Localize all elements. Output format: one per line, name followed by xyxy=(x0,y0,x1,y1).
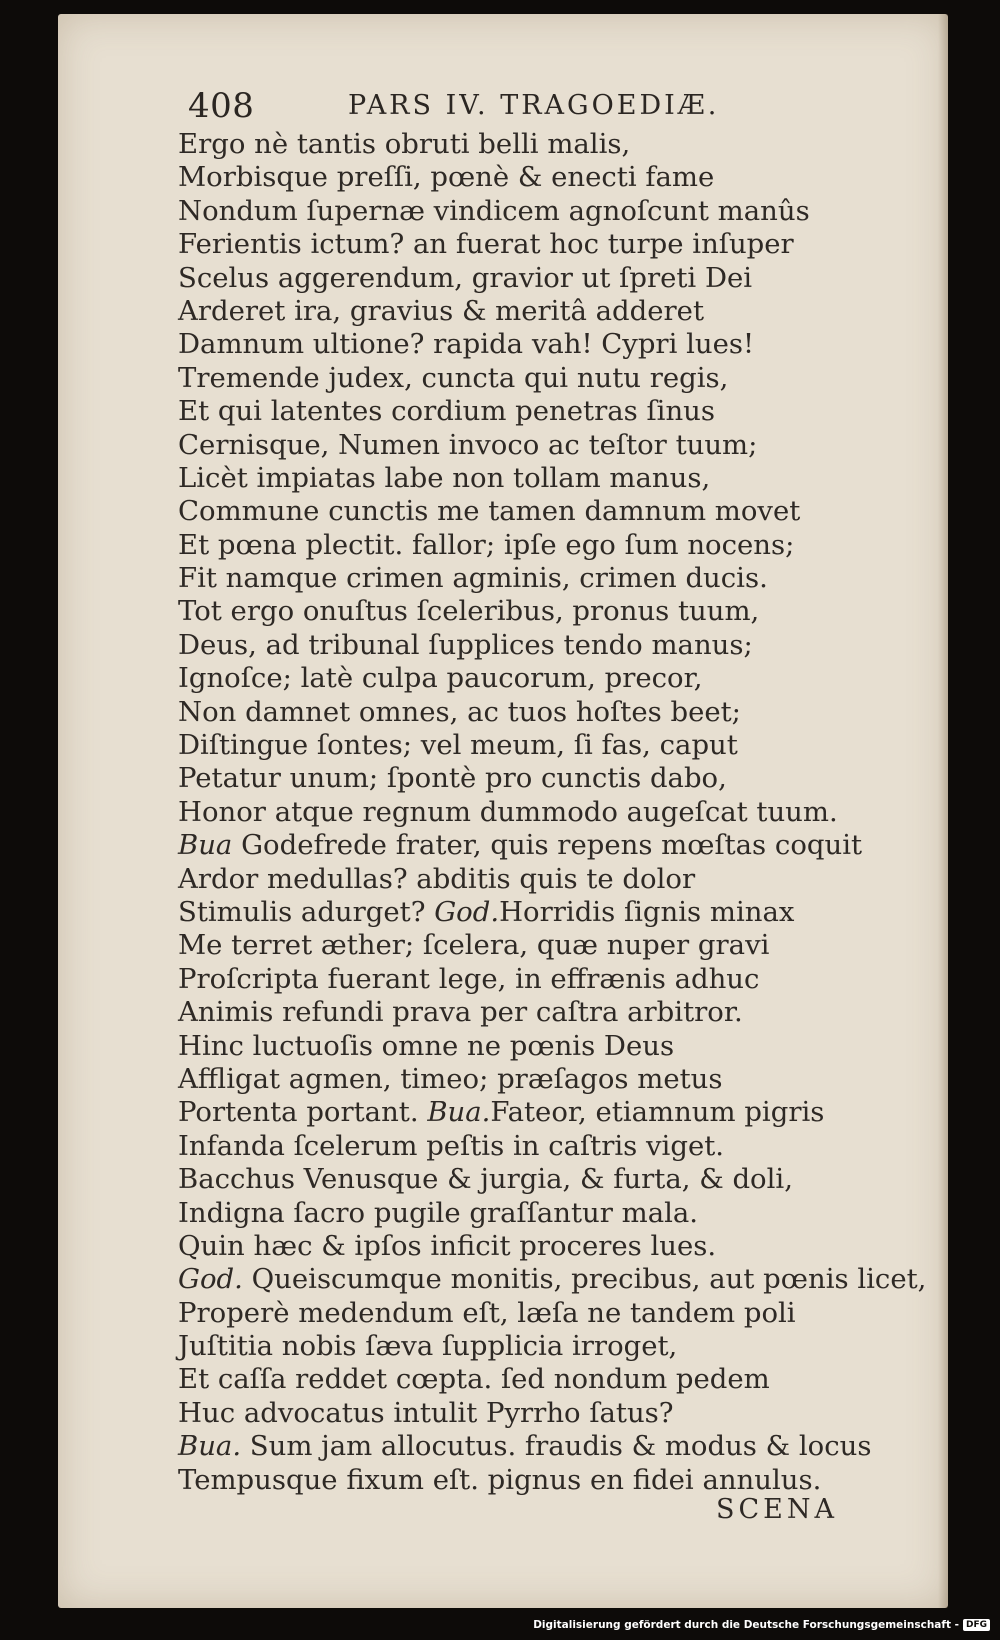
line-text: Arderet ira, gravius & meritâ adderet xyxy=(178,294,705,327)
verse-text xyxy=(178,128,968,1497)
line-text: Ardor medullas? abditis quis te dolor xyxy=(178,862,696,895)
line-text: Horridis ſignis minax xyxy=(499,895,795,928)
verse-line xyxy=(178,161,968,194)
line-text: Fit namque crimen agminis, crimen ducis. xyxy=(178,562,768,595)
verse-line xyxy=(178,1030,968,1063)
speaker-label: God. xyxy=(434,895,500,928)
line-text: Licèt impiatas labe non tollam manus, xyxy=(178,461,711,494)
line-text: Tot ergo onuſtus ſceleribus, pronus tuum, xyxy=(178,595,760,628)
line-text: Hinc luctuoſis omne ne pœnis Deus xyxy=(178,1029,675,1062)
verse-line xyxy=(178,1330,968,1363)
line-text: Portenta portant. xyxy=(178,1096,428,1129)
line-text: Scelus aggerendum, gravior ut ſpreti Dei xyxy=(178,261,753,294)
speaker-label: Bua xyxy=(178,829,233,862)
line-text: Non damnet omnes, ac tuos hoſtes beet; xyxy=(178,695,741,728)
line-text: Indigna ſacro pugile graſſantur mala. xyxy=(178,1196,699,1229)
verse-line xyxy=(178,963,968,996)
line-text: Huc advocatus intulit Pyrrho ſatus? xyxy=(178,1396,674,1429)
speaker-label: Bua. xyxy=(178,1430,242,1463)
line-text: Ignoſce; latè culpa paucorum, precor, xyxy=(178,662,703,695)
page-header xyxy=(188,82,878,128)
verse-line xyxy=(178,429,968,462)
verse-line xyxy=(178,295,968,328)
line-text: Commune cunctis me tamen damnum movet xyxy=(178,495,801,528)
catchword: SCENA xyxy=(716,1494,838,1525)
verse-line xyxy=(178,1197,968,1230)
verse-line xyxy=(178,462,968,495)
line-text: Damnum ultione? rapida vah! Cypri lues! xyxy=(178,328,755,361)
line-text: Cernisque, Numen invoco ac teſtor tuum; xyxy=(178,428,758,461)
verse-line xyxy=(178,729,968,762)
verse-line xyxy=(178,1397,968,1430)
verse-line xyxy=(178,1130,968,1163)
line-text: Ergo nè tantis obruti belli malis, xyxy=(178,128,631,160)
dfg-logo-icon: DFG xyxy=(963,1619,990,1631)
line-text: Stimulis adurget? xyxy=(178,895,435,928)
verse-line xyxy=(178,1464,968,1497)
line-text: Tremende judex, cuncta qui nutu regis, xyxy=(178,361,729,394)
line-text: Et pœna plectit. fallor; ipſe ego ſum nocens; xyxy=(178,528,795,561)
verse-line xyxy=(178,328,968,361)
verse-line xyxy=(178,1063,968,1096)
verse-line xyxy=(178,629,968,662)
verse-line xyxy=(178,262,968,295)
line-text: Quin hæc & ipſos inficit proceres lues. xyxy=(178,1229,717,1262)
line-text: Juſtitia nobis ſæva ſupplicia irroget, xyxy=(178,1330,678,1363)
line-text: Fateor, etiamnum pigris xyxy=(490,1096,825,1129)
page-number: 408 xyxy=(188,86,255,126)
verse-line xyxy=(178,128,968,161)
verse-line xyxy=(178,796,968,829)
running-title: PARS IV. TRAGOEDIÆ. xyxy=(348,90,720,121)
line-text: Honor atque regnum dummodo augeſcat tuum. xyxy=(178,795,838,828)
credit-text: Digitalisierung gefördert durch die Deutsche Forschungsgemeinschaft - xyxy=(533,1619,959,1631)
verse-line xyxy=(178,562,968,595)
line-text: Et qui latentes cordium penetras ſinus xyxy=(178,395,715,428)
verse-line xyxy=(178,1163,968,1196)
line-text: Morbisque preſſi, pœnè & enecti fame xyxy=(178,161,715,194)
line-text: Queiscumque monitis, precibus, aut pœnis licet, xyxy=(242,1263,927,1296)
line-text: Affligat agmen, timeo; præſagos metus xyxy=(178,1062,723,1095)
verse-line xyxy=(178,228,968,261)
verse-line xyxy=(178,1430,968,1463)
verse-line xyxy=(178,1297,968,1330)
speaker-label: God. xyxy=(178,1263,243,1296)
verse-line xyxy=(178,395,968,428)
verse-line xyxy=(178,762,968,795)
line-text: Deus, ad tribunal ſupplices tendo manus; xyxy=(178,628,753,661)
line-text: Properè medendum eſt, læſa ne tandem poli xyxy=(178,1296,796,1329)
line-text: Tempusque fixum eſt. pignus en fidei annulus. xyxy=(178,1463,822,1496)
verse-line xyxy=(178,1363,968,1396)
line-text: Sum jam allocutus. fraudis & modus & locus xyxy=(241,1430,872,1463)
verse-line xyxy=(178,829,968,862)
digitization-credit xyxy=(533,1616,990,1634)
line-text: Bacchus Venusque & jurgia, & furta, & doli, xyxy=(178,1163,793,1196)
verse-line xyxy=(178,696,968,729)
line-text: Diſtingue ſontes; vel meum, ſi fas, caput xyxy=(178,729,738,762)
verse-line xyxy=(178,529,968,562)
line-text: Petatur unum; ſpontè pro cunctis dabo, xyxy=(178,762,727,795)
verse-line xyxy=(178,195,968,228)
verse-line xyxy=(178,362,968,395)
line-text: Animis refundi prava per caſtra arbitror. xyxy=(178,996,743,1029)
verse-line xyxy=(178,896,968,929)
verse-line xyxy=(178,1230,968,1263)
verse-line xyxy=(178,996,968,1029)
verse-line xyxy=(178,1096,968,1129)
book-page xyxy=(58,14,948,1608)
verse-line xyxy=(178,929,968,962)
verse-line xyxy=(178,863,968,896)
line-text: Godefrede frater, quis repens mœſtas coquit xyxy=(232,829,863,862)
verse-line xyxy=(178,495,968,528)
verse-line xyxy=(178,1263,968,1296)
line-text: Me terret æther; ſcelera, quæ nuper gravi xyxy=(178,929,770,962)
line-text: Proſcripta fuerant lege, in effrænis adhuc xyxy=(178,962,760,995)
line-text: Infanda ſcelerum peſtis in caſtris viget. xyxy=(178,1129,725,1162)
line-text: Et caſſa reddet cœpta. ſed nondum pedem xyxy=(178,1363,770,1396)
speaker-label: Bua. xyxy=(427,1096,491,1129)
line-text: Nondum ſupernæ vindicem agnoſcunt manûs xyxy=(178,194,810,227)
verse-line xyxy=(178,595,968,628)
line-text: Ferientis ictum? an fuerat hoc turpe inſuper xyxy=(178,228,794,261)
verse-line xyxy=(178,662,968,695)
